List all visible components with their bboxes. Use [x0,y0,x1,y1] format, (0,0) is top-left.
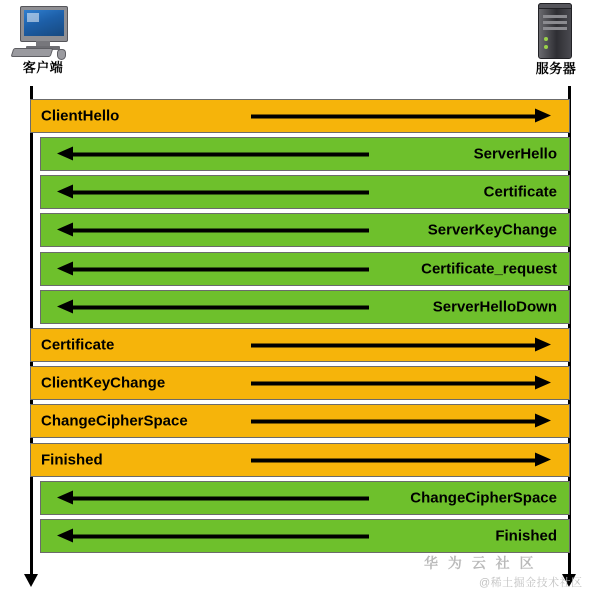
message-label: ClientHello [41,107,120,125]
message-label: ServerKeyChange [427,221,557,239]
server-tower-icon [533,3,579,61]
message-label: ServerHello [473,145,557,163]
server-led [544,37,548,41]
message-label: ChangeCipherSpace [410,489,557,507]
monitor-screen [24,10,64,36]
message-row [30,328,570,362]
message-row [40,519,570,553]
message-row [40,137,570,171]
message-label: Certificate [483,183,557,201]
message-row [30,443,570,477]
watermark-primary: 华 为 云 社 区 [424,555,537,571]
message-row [40,290,570,324]
client-endpoint [0,4,86,75]
server-endpoint [513,3,599,76]
arrow-left-icon [57,495,369,502]
arrow-left-icon [57,227,369,234]
keyboard-icon [11,48,54,57]
message-label: Certificate [41,336,115,354]
client-lifeline-arrowhead [24,574,38,587]
client-label: 客户端 [22,60,64,75]
arrow-right-icon [251,457,551,464]
server-slot [543,21,567,24]
arrow-left-icon [57,304,369,311]
arrow-left-icon [57,151,369,158]
arrow-right-icon [251,418,551,425]
arrow-left-icon [57,533,369,540]
watermark-secondary: @稀土掘金技术社区 [479,577,583,589]
message-label: ChangeCipherSpace [41,412,188,430]
arrow-left-icon [57,266,369,273]
arrow-right-icon [251,380,551,387]
desktop-computer-icon [10,4,76,60]
monitor-body [20,6,68,42]
mouse-icon [57,49,66,60]
server-slot [543,27,567,30]
message-label: ClientKeyChange [41,374,166,392]
message-row [40,213,570,247]
message-label: Certificate_request [421,260,557,278]
server-body [538,3,572,59]
message-row [30,99,570,133]
message-row [40,175,570,209]
message-row [30,404,570,438]
server-top-panel [538,3,572,9]
message-row [30,366,570,400]
message-label: Finished [41,451,103,469]
arrow-left-icon [57,189,369,196]
server-led [544,45,548,49]
message-label: ServerHelloDown [432,298,557,316]
message-label: Finished [495,527,557,545]
server-label: 服务器 [535,61,577,76]
message-row [40,481,570,515]
arrow-right-icon [251,113,551,120]
server-slot [543,15,567,18]
arrow-right-icon [251,342,551,349]
message-row [40,252,570,286]
